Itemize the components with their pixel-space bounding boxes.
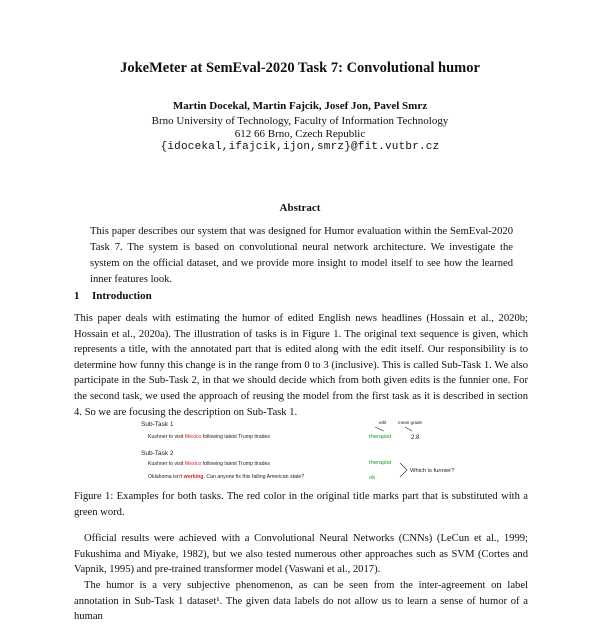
bracket-arrow-icon: [400, 463, 407, 477]
subtask2-headline-1: Kushner to visit Mexico following latest Trump tirades: [148, 461, 270, 467]
intro-paragraph-3: The humor is a very subjective phenomenon, as can be seen from the inter-agreement on label annotation in Sub-Task 1 dataset¹. The given data labels do not allow us to learn a sense of humor of a human: [74, 580, 528, 623]
subtask2-headline-2: Oklahoma isn't working. Can anyone fix this failing American state?: [148, 474, 305, 480]
intro-paragraph-1: This paper deals with estimating the humor of edited English news headlines (Hossain et al., 2020b; Hossain et al., 2020a). The illustration of tasks is in Figure 1. The original text sequence is given, which represents a title, with the annotated part that is edited along with the edit itself. Our responsibility is to determine how funny this change is in the range from 0 to 3 (inclusive). This is called Sub-Task 1. We also participate in the Sub-Task 2, in that we should decide which from both given edits is the funnier one. For the second task, we used the approach of reusing the model from the first task as it is described in section 4. So we are focusing the description on Sub-Task 1.: [74, 313, 528, 418]
subtask2-question: Which is funnier?: [410, 468, 455, 474]
author-list: Martin Docekal, Martin Fajcik, Josef Jon, Pavel Smrz: [172, 100, 428, 112]
subtask1-edit-word: therapist: [369, 434, 392, 440]
subtask2-edit-word-1: therapist: [369, 460, 392, 466]
section-heading: [74, 290, 152, 302]
mean-grade-header: mean grade: [398, 420, 423, 425]
edit-column-header: edit: [379, 420, 387, 425]
paper-title: JokeMeter at SemEval-2020 Task 7: Convolutional humor: [120, 60, 480, 76]
subtask1-grade: 2.8: [411, 435, 420, 441]
figure-caption: Figure 1: Examples for both tasks. The red color in the original title marks part that is substituted with a green word.: [74, 491, 528, 518]
section-number: 1: [74, 290, 80, 302]
affiliation-line-2: 612 66 Brno, Czech Republic: [234, 128, 366, 140]
affiliation-line-1: Brno University of Technology, Faculty of Information Technology: [151, 115, 449, 127]
author-emails: {idocekal,ifajcik,ijon,smrz}@fit.vutbr.cz: [160, 141, 440, 153]
abstract-text: This paper describes our system that was designed for Humor evaluation within the SemEval-2020 Task 7. The system is based on convolutional neural network architecture. We investigate the system on the official dataset, and we provide more insight to model itself to see how the learned inner features look.: [90, 226, 513, 285]
subtask2-label: Sub-Task 2: [141, 450, 174, 457]
subtask2-edit-word-2: ok: [369, 475, 376, 481]
subtask1-headline: Kushner to visit Mexico following latest Trump tirades: [148, 434, 270, 440]
abstract-heading: Abstract: [279, 202, 321, 214]
intro-paragraph-2: Official results were achieved with a Convolutional Neural Networks (CNNs) (LeCun et al., 1999; Fukushima and Miyake, 1982), but we also tested numerous other approaches such as SVM (Cortes and Vapnik, 1995) and pre-trained transformer model (Vaswani et al., 2017).: [74, 533, 528, 576]
subtask1-label: Sub-Task 1: [141, 421, 174, 428]
section-title: Introduction: [92, 290, 152, 302]
